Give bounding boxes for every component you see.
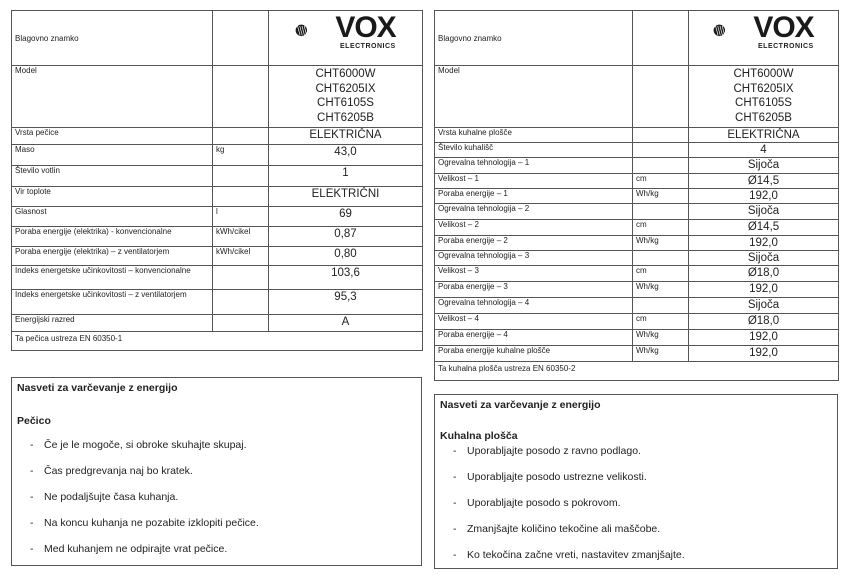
row-label: Vir toplote (12, 187, 213, 207)
row-value: 192,0 (689, 189, 839, 204)
table-row (435, 220, 839, 236)
row-label: Model (435, 66, 633, 128)
row-label: Ogrevalna tehnologija – 2 (435, 204, 633, 220)
row-value: 4 (689, 143, 839, 158)
tip-text: Uporabljajte posodo z ravno podlago. (467, 445, 641, 457)
bullet-dash: - (30, 439, 34, 451)
hob-spec-table (434, 10, 839, 381)
bullet-dash: - (453, 497, 457, 509)
row-value: 192,0 (689, 282, 839, 298)
list-item (30, 543, 259, 569)
row-unit (633, 204, 689, 220)
vox-logo-icon (295, 11, 333, 51)
row-label: Velikost – 2 (435, 220, 633, 236)
table-row (12, 187, 423, 207)
bullet-dash: - (453, 549, 457, 561)
row-label: Število votlin (12, 166, 213, 187)
brand-logo (689, 11, 838, 51)
row-unit: cm (633, 314, 689, 330)
table-row (435, 346, 839, 362)
row-unit (633, 298, 689, 314)
row-label: Poraba energije – 1 (435, 189, 633, 204)
table-row (12, 290, 423, 315)
row-label: Blagovno znamko (435, 11, 633, 66)
tip-text: Uporabljajte posodo ustrezne velikosti. (467, 471, 647, 483)
row-unit (213, 187, 269, 207)
row-unit: kg (213, 145, 269, 166)
tip-text: Čas predgrevanja naj bo kratek. (44, 465, 193, 477)
oven-tips-title: Nasveti za varčevanje z energijo (17, 382, 178, 394)
table-row (12, 227, 423, 247)
table-row (12, 315, 423, 332)
bullet-dash: - (453, 471, 457, 483)
row-value (269, 11, 423, 66)
model-number: CHT6205B (735, 111, 792, 124)
row-unit (213, 290, 269, 315)
row-value: Ø14,5 (689, 220, 839, 236)
oven-tips-subtitle: Pečico (17, 415, 51, 427)
row-value (269, 66, 423, 128)
brand-logo (269, 11, 422, 51)
tip-text: Na koncu kuhanja ne pozabite izklopiti pečice. (44, 517, 259, 529)
row-unit: Wh/kg (633, 236, 689, 251)
row-unit (633, 158, 689, 174)
row-unit (213, 66, 269, 128)
list-item (30, 465, 259, 491)
tip-text: Med kuhanjem ne odpirajte vrat pečice. (44, 543, 228, 555)
row-value: Sijoča (689, 158, 839, 174)
row-label: Maso (12, 145, 213, 166)
row-label: Velikost – 1 (435, 174, 633, 189)
row-unit (213, 315, 269, 332)
list-item (30, 517, 259, 543)
row-value: 192,0 (689, 330, 839, 346)
row-unit: Wh/kg (633, 330, 689, 346)
table-row (435, 158, 839, 174)
row-label: Velikost – 4 (435, 314, 633, 330)
table-row (435, 128, 839, 143)
row-unit: kWh/cikel (213, 227, 269, 247)
table-row (435, 174, 839, 189)
list-item (453, 523, 685, 549)
row-unit (633, 66, 689, 128)
table-footnote-row (12, 332, 423, 351)
table-row (12, 145, 423, 166)
row-unit (213, 166, 269, 187)
row-label: Glasnost (12, 207, 213, 227)
table-row (12, 266, 423, 290)
row-value (689, 11, 839, 66)
table-row (435, 236, 839, 251)
tip-text: Če je le mogoče, si obroke skuhajte skupaj. (44, 439, 247, 451)
row-unit: cm (633, 220, 689, 236)
bullet-dash: - (30, 543, 34, 555)
hob-tips-title: Nasveti za varčevanje z energijo (440, 399, 601, 411)
row-label: Ogrevalna tehnologija – 4 (435, 298, 633, 314)
brand-name: VOX (335, 10, 396, 44)
row-unit: cm (633, 266, 689, 282)
row-label: Poraba energije (elektrika) - konvencionalne (12, 227, 213, 247)
oven-tips-list (30, 439, 259, 569)
row-label: Število kuhališč (435, 143, 633, 158)
table-row (435, 189, 839, 204)
row-unit: cm (633, 174, 689, 189)
row-unit (213, 11, 269, 66)
row-label: Indeks energetske učinkovitosti – z ventilatorjem (12, 290, 213, 315)
table-row (435, 251, 839, 266)
table-row (12, 207, 423, 227)
table-row (435, 298, 839, 314)
table-row (435, 11, 839, 66)
oven-tips-box (11, 377, 422, 566)
row-value: 192,0 (689, 346, 839, 362)
row-value: ELEKTRIČNA (269, 128, 423, 145)
model-number: CHT6000W (315, 68, 376, 80)
row-unit (633, 11, 689, 66)
standard-footnote: Ta kuhalna plošča ustreza EN 60350-2 (435, 362, 839, 381)
bullet-dash: - (453, 523, 457, 535)
row-value: Ø18,0 (689, 314, 839, 330)
table-row (435, 314, 839, 330)
row-value: ELEKTRIČNI (269, 187, 423, 207)
table-row (12, 128, 423, 145)
row-value: 95,3 (269, 290, 423, 315)
row-label: Energijski razred (12, 315, 213, 332)
row-value: 192,0 (689, 236, 839, 251)
hob-tips-subtitle: Kuhalna plošča (440, 430, 518, 442)
row-unit (213, 266, 269, 290)
row-value: Sijoča (689, 251, 839, 266)
list-item (453, 471, 685, 497)
row-value: ELEKTRIČNA (689, 128, 839, 143)
bullet-dash: - (30, 465, 34, 477)
table-footnote-row (435, 362, 839, 381)
row-label: Ogrevalna tehnologija – 3 (435, 251, 633, 266)
table-row (435, 282, 839, 298)
row-label: Blagovno znamko (12, 11, 213, 66)
list-item (30, 491, 259, 517)
row-value: 69 (269, 207, 423, 227)
row-unit: Wh/kg (633, 346, 689, 362)
bullet-dash: - (30, 517, 34, 529)
list-item (453, 497, 685, 523)
row-unit (213, 128, 269, 145)
row-value: Ø14,5 (689, 174, 839, 189)
row-value: 1 (269, 166, 423, 187)
row-label: Vrsta kuhalne plošče (435, 128, 633, 143)
row-unit: Wh/kg (633, 189, 689, 204)
row-unit (633, 251, 689, 266)
table-row (12, 11, 423, 66)
row-unit (633, 143, 689, 158)
row-label: Poraba energije – 2 (435, 236, 633, 251)
table-row (435, 266, 839, 282)
row-label: Poraba energije kuhalne plošče (435, 346, 633, 362)
row-label: Model (12, 66, 213, 128)
row-value: A (269, 315, 423, 332)
tip-text: Ko tekočina začne vreti, nastavitev zmanjšajte. (467, 549, 685, 561)
model-number: CHT6205IX (315, 82, 376, 95)
brand-name: VOX (753, 10, 814, 44)
hob-tips-box (434, 394, 838, 569)
row-value: 0,80 (269, 247, 423, 266)
row-value: 43,0 (269, 145, 423, 166)
bullet-dash: - (30, 491, 34, 503)
standard-footnote: Ta pečica ustreza EN 60350-1 (12, 332, 423, 351)
tip-text: Ne podaljšujte časa kuhanja. (44, 491, 179, 503)
table-row (435, 330, 839, 346)
row-unit (633, 128, 689, 143)
row-unit: kWh/cikel (213, 247, 269, 266)
row-label: Velikost – 3 (435, 266, 633, 282)
list-item (453, 445, 685, 471)
row-label: Vrsta pečice (12, 128, 213, 145)
model-number: CHT6205IX (733, 82, 794, 95)
row-unit: Wh/kg (633, 282, 689, 298)
oven-spec-table (11, 10, 423, 351)
row-label: Poraba energije – 4 (435, 330, 633, 346)
row-value: 0,87 (269, 227, 423, 247)
tip-text: Zmanjšajte količino tekočine ali maščobe. (467, 523, 661, 535)
list-item (453, 549, 685, 575)
table-row (435, 66, 839, 128)
table-row (12, 66, 423, 128)
row-label: Poraba energije (elektrika) – z ventilatorjem (12, 247, 213, 266)
tip-text: Uporabljajte posodo s pokrovom. (467, 497, 621, 509)
bullet-dash: - (453, 445, 457, 457)
table-row (435, 204, 839, 220)
brand-tagline: ELECTRONICS (758, 42, 814, 50)
row-value: 103,6 (269, 266, 423, 290)
model-number: CHT6000W (733, 68, 794, 80)
row-label: Ogrevalna tehnologija – 1 (435, 158, 633, 174)
model-number: CHT6205B (317, 111, 374, 124)
row-value (689, 66, 839, 128)
row-unit: l (213, 207, 269, 227)
brand-tagline: ELECTRONICS (340, 42, 396, 50)
table-row (435, 143, 839, 158)
row-value: Sijoča (689, 204, 839, 220)
row-value: Ø18,0 (689, 266, 839, 282)
list-item (30, 439, 259, 465)
row-value: Sijoča (689, 298, 839, 314)
vox-logo-icon (713, 11, 751, 51)
hob-tips-list (453, 445, 685, 575)
row-label: Poraba energije – 3 (435, 282, 633, 298)
model-number: CHT6105S (317, 97, 374, 109)
table-row (12, 166, 423, 187)
model-number: CHT6105S (735, 97, 792, 109)
table-row (12, 247, 423, 266)
row-label: Indeks energetske učinkovitosti – konvencionalne (12, 266, 213, 290)
